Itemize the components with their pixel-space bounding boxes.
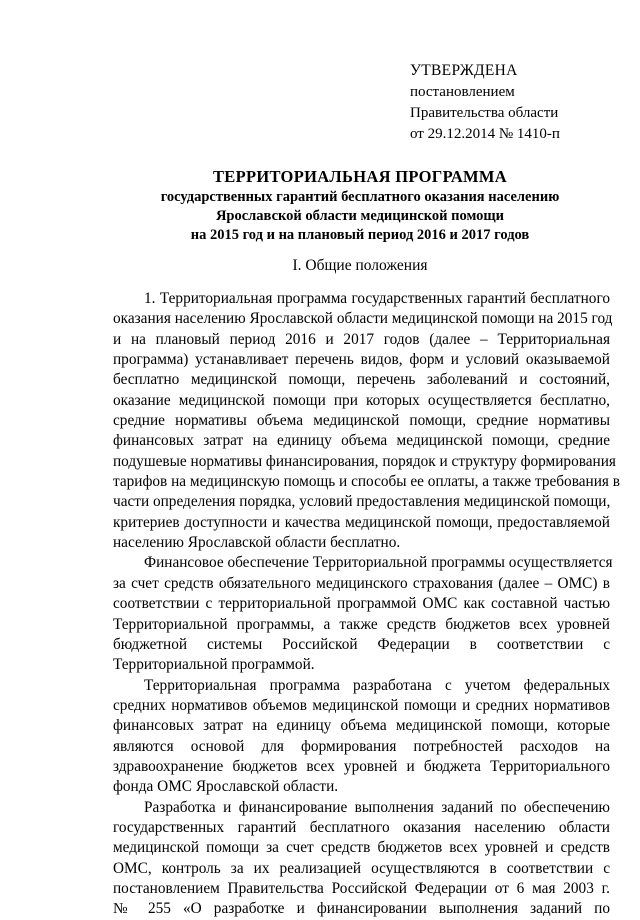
paragraph-line: Разработка и финансирование выполнения заданий по обеспечению [144,798,610,816]
paragraph-line: средних нормативов объемов медицинской помощи и средних нормативов [113,696,610,714]
paragraph [113,676,610,798]
paragraph-line: за счет средств обязательного медицинского страхования (далее – ОМС) в [113,574,610,592]
approval-line-3: от 29.12.2014 № 1410-п [410,126,560,142]
paragraph-line: государственных гарантий бесплатного оказания населению области [113,818,610,836]
paragraph-line: тарифов на медицинскую помощь и способы ее оплаты, а также требования в [113,473,620,491]
paragraph-line: Территориальной программой. [113,656,315,674]
paragraph-line: медицинской помощи за счет средств бюджетов всех уровней и средств [113,839,610,857]
document-subtitle-line: на 2015 год и на плановый период 2016 и 2017 годов [190,227,530,243]
paragraph-line: финансовых затрат на единицу объема медицинской помощи, средние [113,432,610,450]
paragraph-line: бесплатно медицинской помощи, перечень заболеваний и состояний, [113,371,610,389]
paragraph-line: № 255 «О разработке и финансировании выполнения заданий по [113,900,610,918]
paragraph-line: фонда ОМС Ярославской области. [113,778,339,796]
document-subtitle-line: Ярославской области медицинской помощи [215,208,505,224]
approval-stamp [410,60,630,145]
paragraph-line: программа) устанавливает перечень видов, форм и условий оказываемой [113,351,610,369]
paragraph-line: части определения порядка, условий предоставления медицинской помощи, [113,493,611,511]
paragraph-line: 1. Территориальная программа государственных гарантий бесплатного [144,290,610,307]
paragraph [113,553,613,675]
paragraph [113,289,620,553]
paragraph-line: оказание медицинской помощи при которых осуществляется бесплатно, [113,391,610,409]
paragraph-line: критериев доступности и качества медицинской помощи, предоставляемой [113,513,610,531]
paragraph-line: оказания населению Ярославской области медицинской помощи на 2015 год [113,310,613,328]
paragraph-line: здравоохранение бюджетов всех уровней и бюджета Территориального [113,757,610,775]
paragraph-line: являются основой для формирования потребностей расходов на [113,737,610,755]
document-body [113,289,620,920]
section-heading: I. Общие положения [292,257,428,274]
paragraph-line: финансовых затрат на единицу объема медицинской помощи, которые [113,717,610,735]
paragraph-line: Территориальной программы, а также средств бюджетов всех уровней [113,615,610,633]
approval-line-1: постановлением [410,84,515,100]
paragraph-line: Финансовое обеспечение Территориальной программы осуществляется [144,554,613,572]
paragraph-line: и на плановый период 2016 и 2017 годов (далее – Территориальная [113,330,610,348]
approval-title: УТВЕРЖДЕНА [410,62,518,79]
document-title-block [90,166,630,245]
paragraph-line: постановлением Правительства Российской Федерации от 6 мая 2003 г. [113,879,610,897]
paragraph-line: населению Ярославской области бесплатно. [113,534,401,552]
paragraph [113,798,610,920]
paragraph-line: соответствии с территориальной программой ОМС как составной частью [113,595,610,613]
approval-line-2: Правительства области [410,105,559,121]
paragraph-line: Территориальная программа разработана с учетом федеральных [144,676,610,694]
document-title: ТЕРРИТОРИАЛЬНАЯ ПРОГРАММА [212,167,508,186]
paragraph-line: бюджетной системы Российской Федерации в соответствии с [113,635,610,653]
paragraph-line: подушевые нормативы финансирования, порядок и структуру формирования [113,452,616,470]
paragraph-line: средние нормативы объема медицинской помощи, средние нормативы [113,412,610,430]
document-subtitle-line: государственных гарантий бесплатного оказания населению [160,189,560,205]
paragraph-line: ОМС, контроль за их реализацией осуществляются в соответствии с [113,859,610,877]
